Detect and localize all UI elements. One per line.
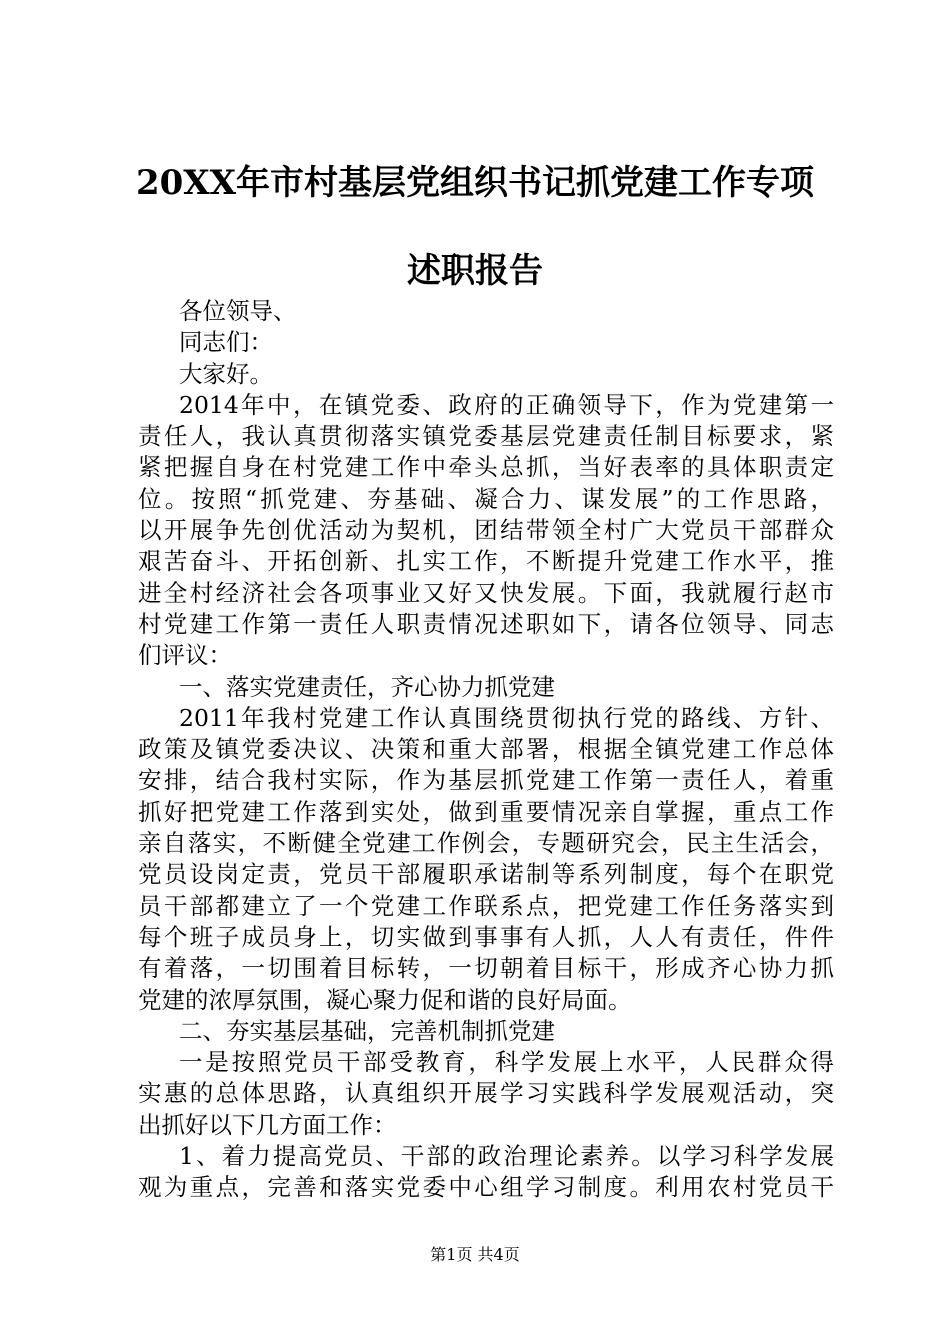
paragraph-line: 党员设岗定责，党员干部履职承诺制等系列制度，每个在职党 <box>138 860 834 889</box>
paragraph-line: 位。按照“抓党建、夯基础、凝合力、谋发展”的工作思路， <box>138 484 834 513</box>
paragraph-line: 2014年中，在镇党委、政府的正确领导下，作为党建第一 <box>179 390 834 419</box>
paragraph-line: 紧把握自身在村党建工作中牵头总抓，当好表率的具体职责定 <box>138 453 834 482</box>
section-heading-2: 二、夯实基层基础，完善机制抓党建 <box>179 1016 555 1045</box>
salutation-line: 同志们： <box>179 328 273 357</box>
paragraph-line: 村党建工作第一责任人职责情况述职如下，请各位领导、同志 <box>138 609 834 638</box>
paragraph-line: 进全村经济社会各项事业又好又快发展。下面，我就履行赵市 <box>138 578 834 607</box>
page-number-footer: 第1页 共4页 <box>430 1245 520 1264</box>
document-title-line-2: 述职报告 <box>407 251 543 291</box>
paragraph-line: 一是按照党员干部受教育，科学发展上水平，人民群众得 <box>179 1048 834 1077</box>
paragraph-line: 政策及镇党委决议、决策和重大部署，根据全镇党建工作总体 <box>138 735 834 764</box>
paragraph-line: 以开展争先创优活动为契机，团结带领全村广大党员干部群众 <box>138 516 834 545</box>
paragraph-line: 实惠的总体思路，认真组织开展学习实践科学发展观活动，突 <box>138 1079 834 1108</box>
paragraph-line: 有着落，一切围着目标转，一切朝着目标干，形成齐心协力抓 <box>138 954 834 983</box>
paragraph-line: 艰苦奋斗、开拓创新、扎实工作，不断提升党建工作水平，推 <box>138 547 834 576</box>
paragraph-line: 党建的浓厚氛围，凝心聚力促和谐的良好局面。 <box>138 985 632 1014</box>
document-title-line-1: 20XX年市村基层党组织书记抓党建工作专项 <box>135 163 815 203</box>
paragraph-line: 抓好把党建工作落到实处，做到重要情况亲自掌握，重点工作 <box>138 797 834 826</box>
document-body <box>138 296 834 1204</box>
salutation-line: 各位领导、 <box>179 297 297 325</box>
paragraph-line: 出抓好以下几方面工作： <box>138 1110 397 1139</box>
paragraph-line: 责任人，我认真贯彻落实镇党委基层党建责任制目标要求，紧 <box>138 422 834 451</box>
paragraph-line: 2011年我村党建工作认真围绕贯彻执行党的路线、方针、 <box>179 703 834 732</box>
paragraph-line: 员干部都建立了一个党建工作联系点，把党建工作任务落实到 <box>138 891 834 920</box>
paragraph-line: 亲自落实，不断健全党建工作例会，专题研究会，民主生活会， <box>138 829 834 858</box>
paragraph-line: 们评议： <box>138 641 232 670</box>
paragraph-line: 观为重点，完善和落实党委中心组学习制度。利用农村党员干 <box>138 1173 834 1202</box>
paragraph-line: 每个班子成员身上，切实做到事事有人抓，人人有责任，件件 <box>138 922 834 951</box>
section-heading-1: 一、落实党建责任，齐心协力抓党建 <box>179 672 555 701</box>
greeting-line: 大家好。 <box>179 359 273 388</box>
paragraph-line: 1、着力提高党员、干部的政治理论素养。以学习科学发展 <box>179 1142 834 1171</box>
paragraph-line: 安排，结合我村实际，作为基层抓党建工作第一责任人，着重 <box>138 766 834 795</box>
